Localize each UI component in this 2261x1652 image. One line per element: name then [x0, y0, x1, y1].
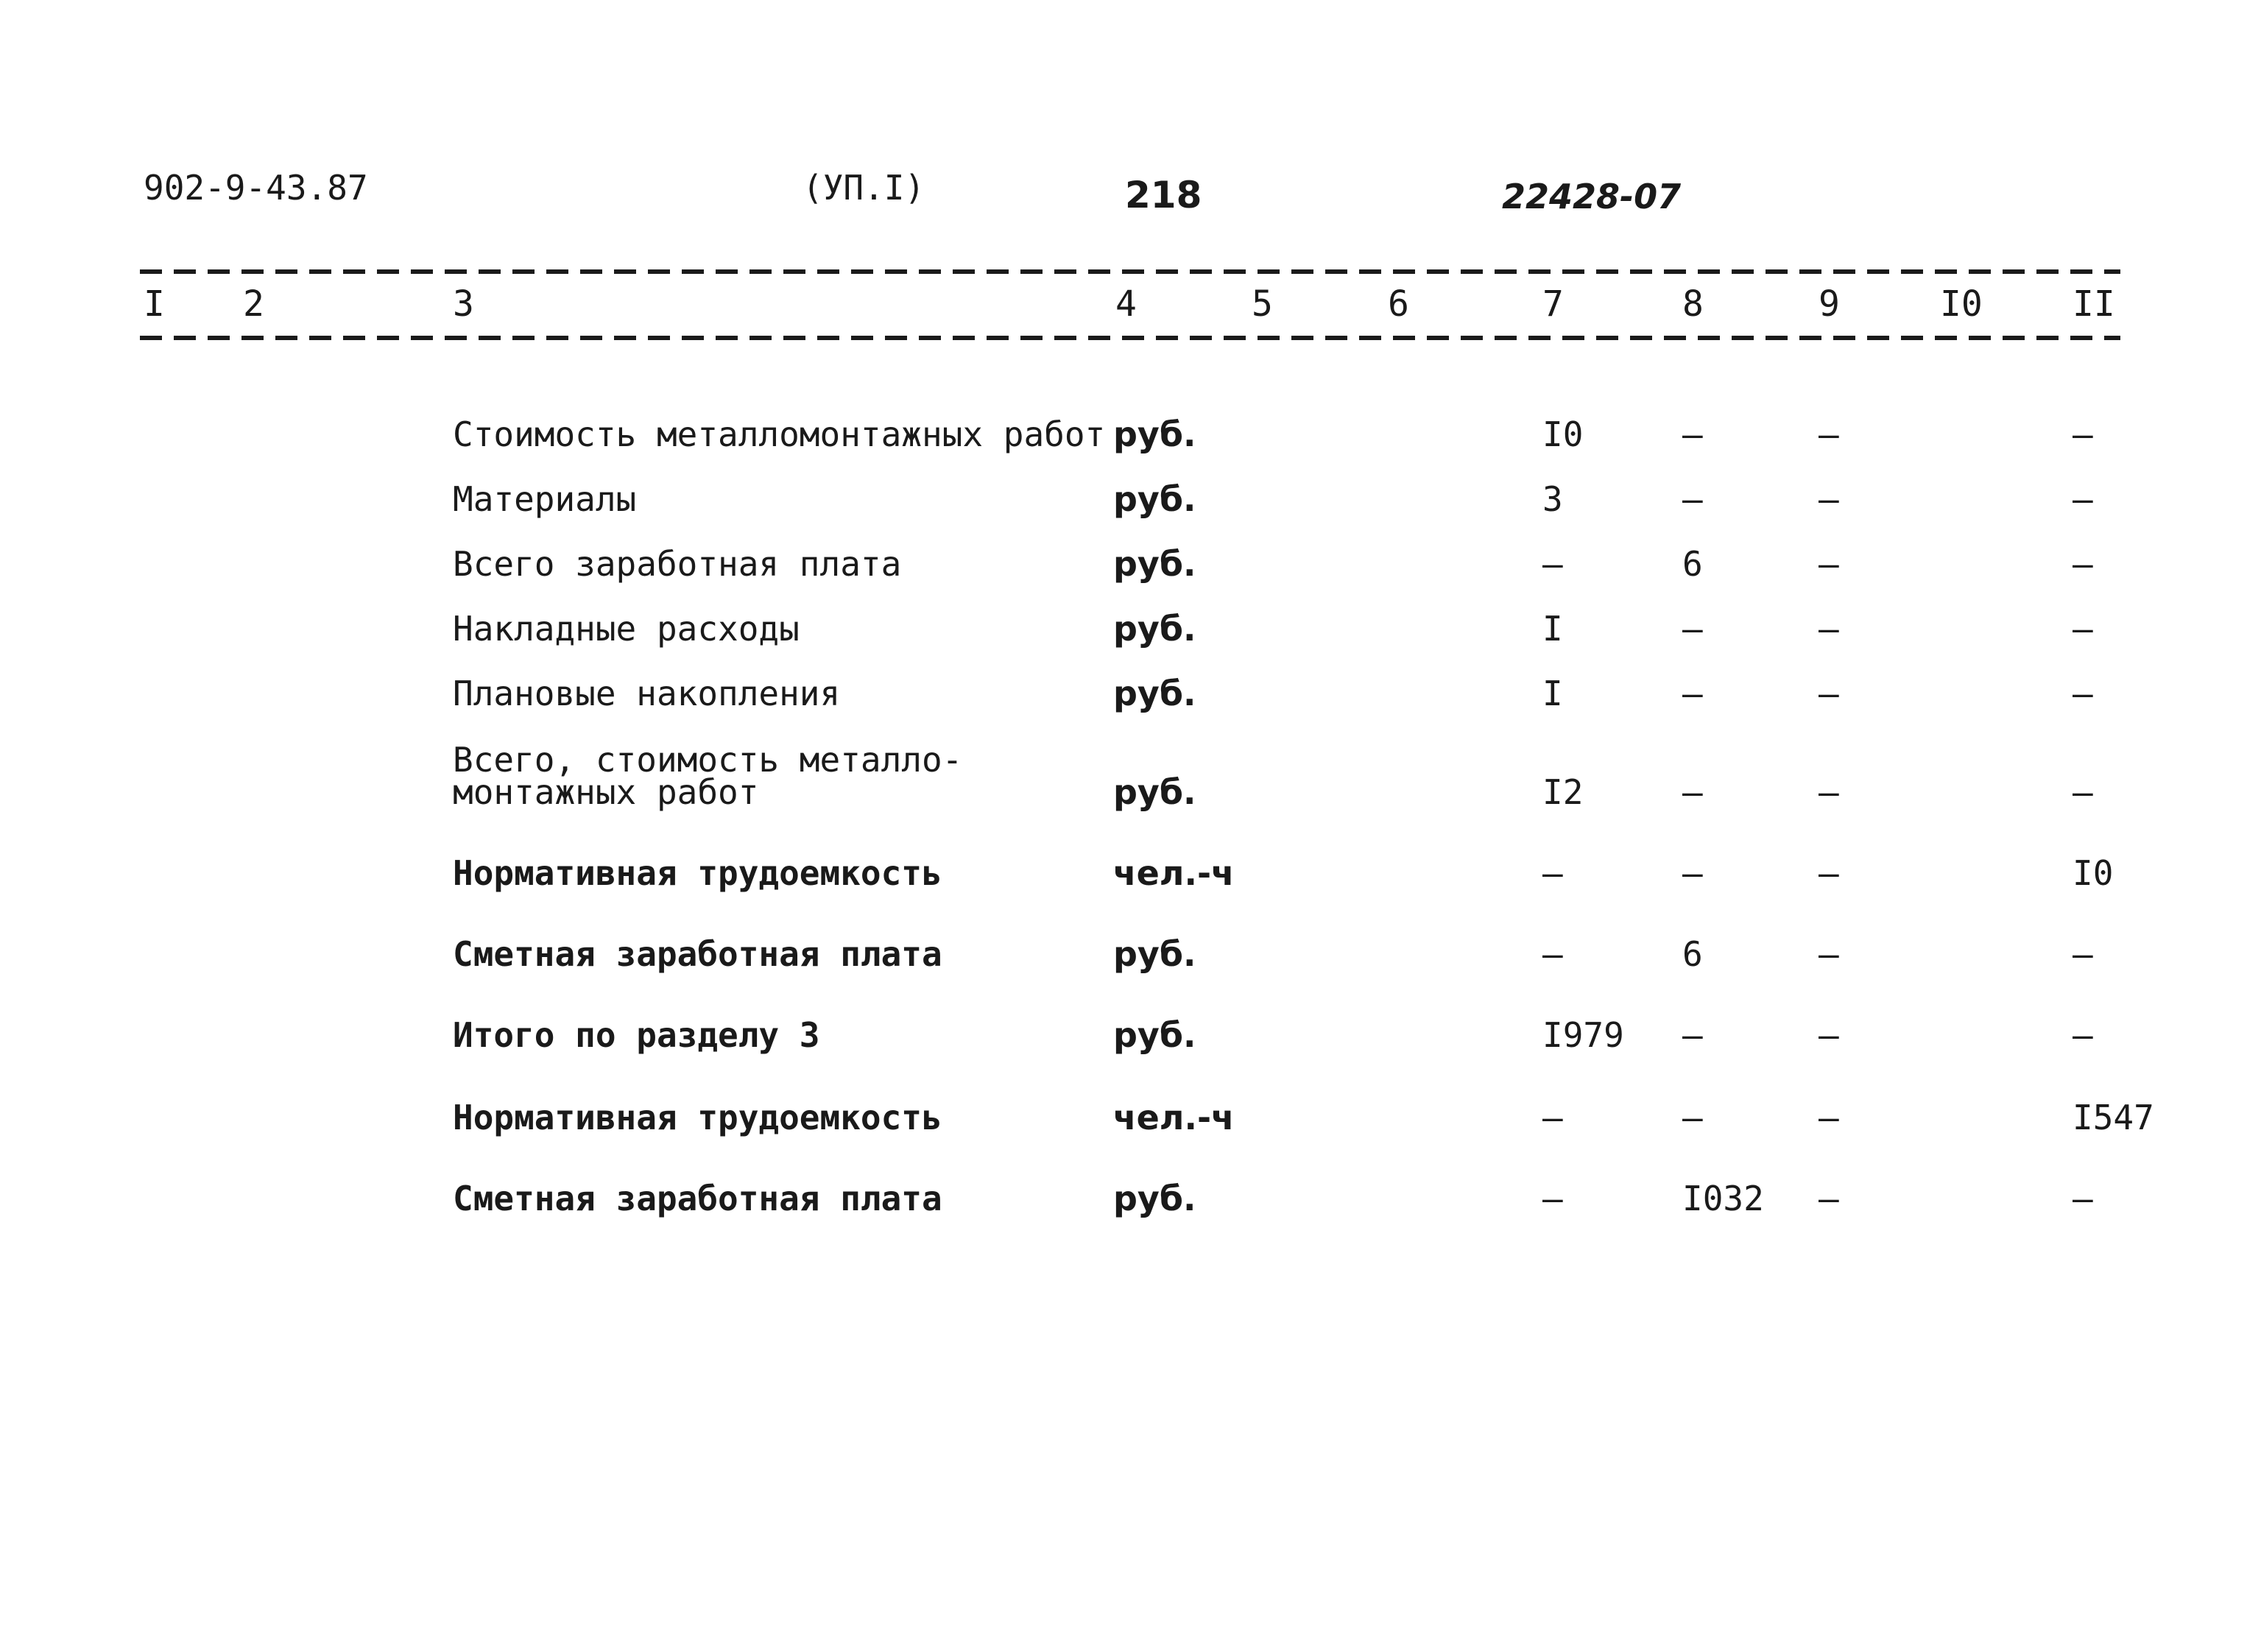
- row-label: Сметная заработная плата: [453, 1179, 942, 1218]
- row-col7: I979: [1542, 1015, 1624, 1055]
- column-number-11: II: [2073, 283, 2115, 325]
- row-col7: –: [1542, 1098, 1563, 1137]
- row-col11: –: [2073, 934, 2093, 974]
- table-header-top-rule: [140, 269, 2120, 274]
- row-label: Плановые накопления: [453, 674, 841, 713]
- row-col7: I2: [1542, 772, 1584, 812]
- table-row: [0, 740, 2261, 825]
- table-row: [0, 1015, 2261, 1063]
- row-label: Сметная заработная плата: [453, 934, 942, 974]
- row-col7: –: [1542, 1179, 1563, 1218]
- row-col8: –: [1682, 674, 1703, 713]
- row-unit: руб.: [1113, 772, 1196, 812]
- row-unit: руб.: [1113, 934, 1196, 974]
- row-col9: –: [1819, 853, 1839, 893]
- column-number-4: 4: [1115, 283, 1137, 325]
- row-col9: –: [1819, 674, 1839, 713]
- row-col9: –: [1819, 1015, 1839, 1055]
- row-col8: I032: [1682, 1179, 1764, 1218]
- table-header-bottom-rule: [140, 336, 2120, 340]
- row-col11: –: [2073, 544, 2093, 584]
- row-col7: I: [1542, 674, 1563, 713]
- row-unit: руб.: [1113, 1179, 1196, 1218]
- row-unit: руб.: [1113, 544, 1196, 584]
- row-col11: –: [2073, 674, 2093, 713]
- column-number-10: I0: [1940, 283, 1983, 325]
- row-col8: –: [1682, 414, 1703, 454]
- row-col7: –: [1542, 853, 1563, 893]
- table-row: [0, 414, 2261, 462]
- column-number-9: 9: [1819, 283, 1840, 325]
- row-col9: –: [1819, 772, 1839, 812]
- row-label: Всего заработная плата: [453, 544, 902, 584]
- row-col9: –: [1819, 414, 1839, 454]
- row-col8: –: [1682, 479, 1703, 519]
- table-row: [0, 609, 2261, 657]
- table-row: [0, 479, 2261, 527]
- table-row: [0, 544, 2261, 592]
- row-col11: –: [2073, 1015, 2093, 1055]
- table-row: [0, 674, 2261, 721]
- row-col11: –: [2073, 414, 2093, 454]
- row-col8: –: [1682, 1098, 1703, 1137]
- row-unit: руб.: [1113, 674, 1196, 713]
- row-col8: 6: [1682, 544, 1703, 584]
- table-row: [0, 853, 2261, 901]
- row-col9: –: [1819, 934, 1839, 974]
- page-number: 218: [1125, 174, 1202, 216]
- row-col7: –: [1542, 544, 1563, 584]
- row-unit: руб.: [1113, 479, 1196, 519]
- row-col11: –: [2073, 609, 2093, 649]
- row-label: Всего, стоимость металло- монтажных работ: [453, 740, 963, 812]
- column-number-5: 5: [1252, 283, 1273, 325]
- row-col9: –: [1819, 609, 1839, 649]
- row-label: Накладные расходы: [453, 609, 800, 649]
- row-col11: I0: [2073, 853, 2114, 893]
- row-col7: 3: [1542, 479, 1563, 519]
- document-code: 902-9-43.87: [144, 168, 368, 208]
- table-row: [0, 1098, 2261, 1146]
- column-number-2: 2: [243, 283, 264, 325]
- column-number-8: 8: [1682, 283, 1704, 325]
- row-col8: –: [1682, 609, 1703, 649]
- row-label: Нормативная трудоемкость: [453, 1098, 942, 1137]
- column-number-6: 6: [1388, 283, 1409, 325]
- row-col7: –: [1542, 934, 1563, 974]
- row-label: Итого по разделу 3: [453, 1015, 820, 1055]
- row-col9: –: [1819, 544, 1839, 584]
- row-unit: чел.-ч: [1113, 1098, 1235, 1137]
- row-unit: руб.: [1113, 1015, 1196, 1055]
- column-number-1: I: [144, 283, 165, 325]
- row-col11: –: [2073, 1179, 2093, 1218]
- row-label: Материалы: [453, 479, 637, 519]
- row-unit: руб.: [1113, 609, 1196, 649]
- table-row: [0, 934, 2261, 982]
- row-label: Нормативная трудоемкость: [453, 853, 942, 893]
- column-number-7: 7: [1542, 283, 1564, 325]
- section-reference: (УП.I): [803, 168, 925, 208]
- row-col9: –: [1819, 1098, 1839, 1137]
- row-col8: 6: [1682, 934, 1703, 974]
- row-col9: –: [1819, 1179, 1839, 1218]
- row-label: Стоимость металломонтажных работ: [453, 414, 1106, 454]
- row-col8: –: [1682, 772, 1703, 812]
- row-col11: –: [2073, 479, 2093, 519]
- row-col8: –: [1682, 1015, 1703, 1055]
- row-col7: I: [1542, 609, 1563, 649]
- row-unit: руб.: [1113, 414, 1196, 454]
- archive-number: 22428-07: [1502, 177, 1682, 216]
- column-number-3: 3: [453, 283, 474, 325]
- row-col11: I547: [2073, 1098, 2154, 1137]
- row-col9: –: [1819, 479, 1839, 519]
- row-col7: I0: [1542, 414, 1584, 454]
- row-col11: –: [2073, 772, 2093, 812]
- row-unit: чел.-ч: [1113, 853, 1235, 893]
- row-col8: –: [1682, 853, 1703, 893]
- table-row: [0, 1179, 2261, 1226]
